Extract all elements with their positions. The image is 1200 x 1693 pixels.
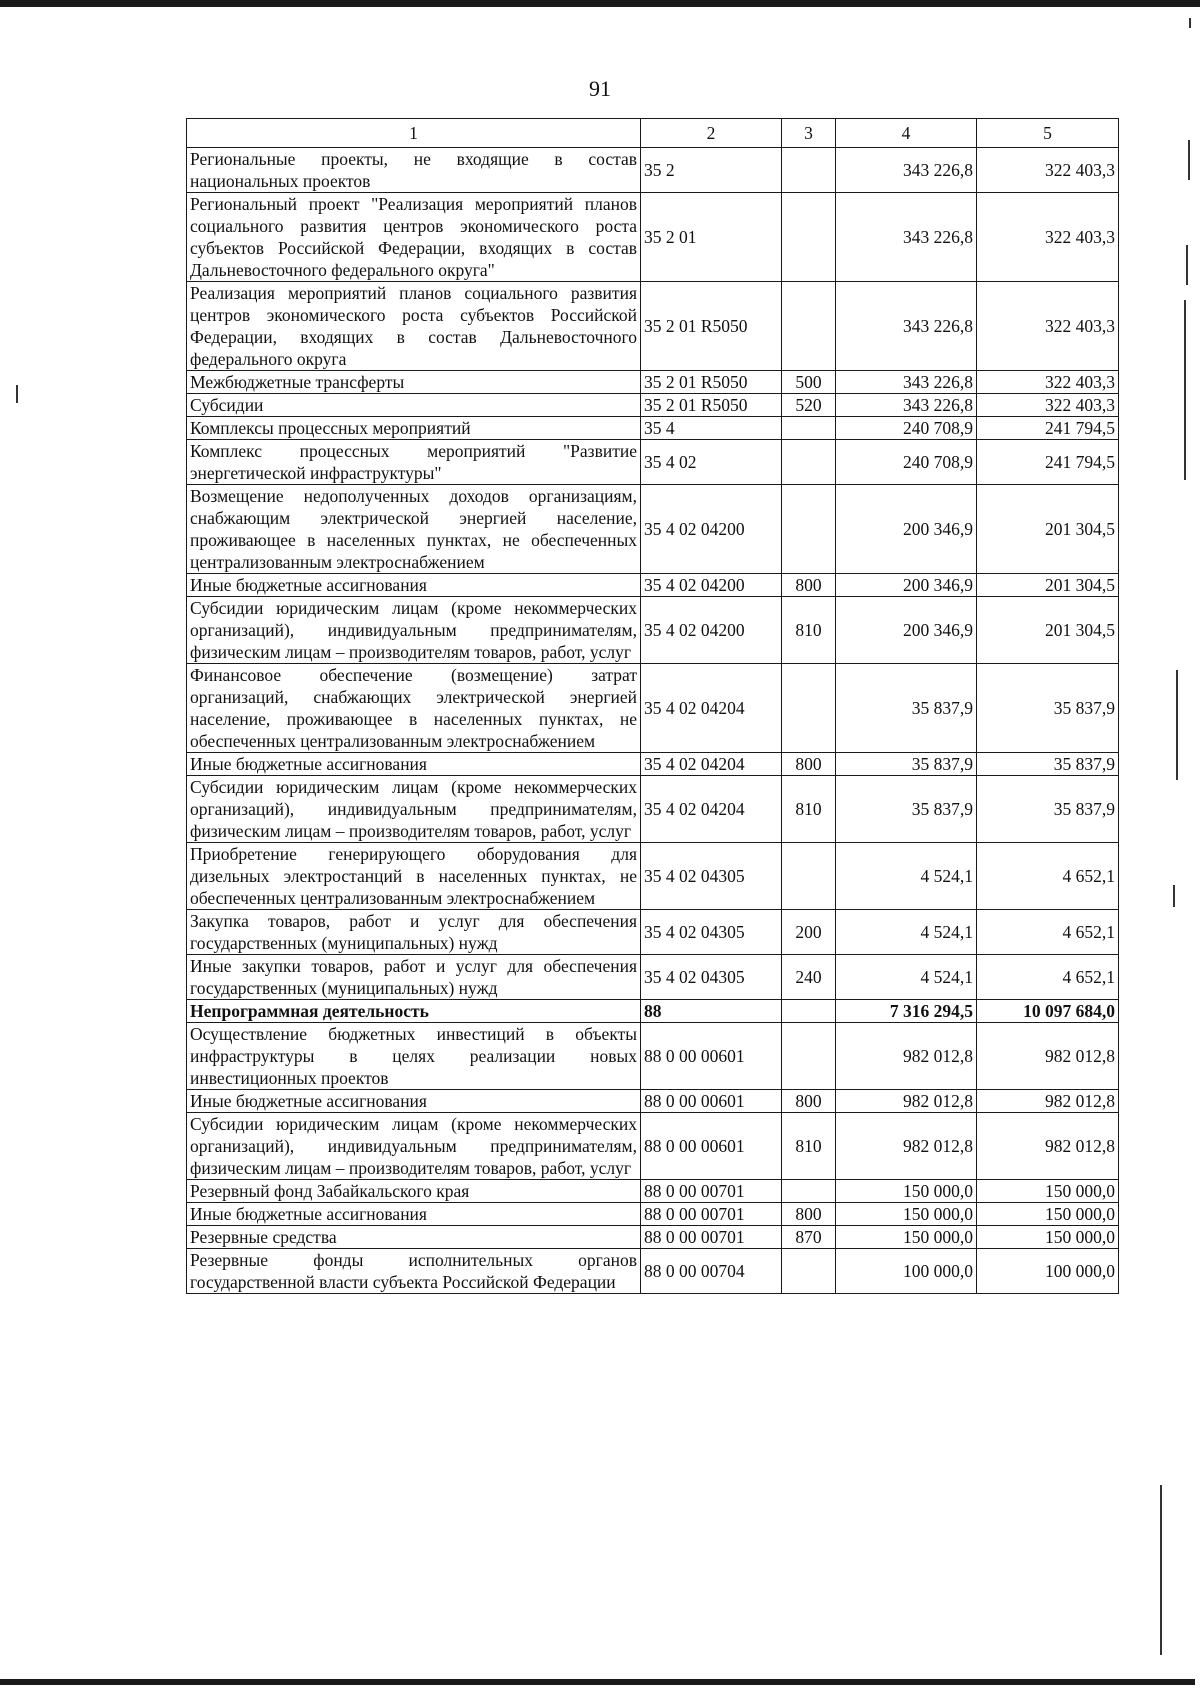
row-value-5-cell: 100 000,0	[977, 1249, 1119, 1294]
row-name-cell: Осуществление бюджетных инвестиций в объекты инфраструктуры в целях реализации новых инвестиционных проектов	[187, 1023, 641, 1090]
table-row	[187, 753, 1119, 776]
row-value-5-cell: 322 403,3	[977, 193, 1119, 282]
row-code-cell: 35 4 02 04305	[641, 843, 782, 910]
row-type-cell: 810	[782, 1113, 836, 1180]
row-type-cell	[782, 843, 836, 910]
row-type-cell	[782, 282, 836, 371]
table-row	[187, 776, 1119, 843]
table-row	[187, 1203, 1119, 1226]
table-row	[187, 574, 1119, 597]
row-type-cell: 800	[782, 753, 836, 776]
row-code-cell: 88 0 00 00701	[641, 1226, 782, 1249]
row-type-cell: 870	[782, 1226, 836, 1249]
row-value-5-cell: 982 012,8	[977, 1113, 1119, 1180]
row-value-4-cell: 343 226,8	[836, 371, 977, 394]
column-header-1: 1	[187, 119, 641, 148]
row-name-cell: Финансовое обеспечение (возмещение) затрат организаций, снабжающих электрической энергией население, проживающее в населенных пунктах, не обеспеченных централизованным электроснабжением	[187, 664, 641, 753]
column-header-2: 2	[641, 119, 782, 148]
row-value-5-cell: 241 794,5	[977, 440, 1119, 485]
row-code-cell: 88 0 00 00701	[641, 1203, 782, 1226]
row-type-cell	[782, 664, 836, 753]
row-value-4-cell: 4 524,1	[836, 843, 977, 910]
row-value-4-cell: 240 708,9	[836, 417, 977, 440]
table-row	[187, 394, 1119, 417]
row-code-cell: 35 2 01 R5050	[641, 394, 782, 417]
row-value-5-cell: 150 000,0	[977, 1203, 1119, 1226]
row-value-5-cell: 4 652,1	[977, 910, 1119, 955]
row-value-5-cell: 201 304,5	[977, 485, 1119, 574]
table-body	[187, 148, 1119, 1294]
row-value-5-cell: 10 097 684,0	[977, 1000, 1119, 1023]
row-value-4-cell: 982 012,8	[836, 1090, 977, 1113]
row-code-cell: 35 4 02 04305	[641, 910, 782, 955]
scan-artifact	[16, 385, 18, 403]
row-code-cell: 35 2 01	[641, 193, 782, 282]
row-value-5-cell: 322 403,3	[977, 282, 1119, 371]
row-type-cell: 800	[782, 1090, 836, 1113]
row-value-4-cell: 343 226,8	[836, 282, 977, 371]
scan-artifact	[1186, 245, 1188, 285]
budget-table	[186, 118, 1119, 1294]
row-value-4-cell: 150 000,0	[836, 1203, 977, 1226]
scan-artifact	[1160, 1485, 1162, 1655]
scan-bottom-border	[0, 1679, 1195, 1685]
row-value-4-cell: 982 012,8	[836, 1023, 977, 1090]
table-row	[187, 597, 1119, 664]
row-name-cell: Иные бюджетные ассигнования	[187, 574, 641, 597]
row-value-5-cell: 322 403,3	[977, 148, 1119, 193]
table-row	[187, 1180, 1119, 1203]
row-code-cell: 35 4	[641, 417, 782, 440]
row-type-cell: 800	[782, 1203, 836, 1226]
row-value-5-cell: 4 652,1	[977, 955, 1119, 1000]
scan-artifact	[1184, 300, 1186, 480]
scan-top-border	[0, 0, 1200, 7]
row-name-cell: Непрограммная деятельность	[187, 1000, 641, 1023]
row-value-4-cell: 35 837,9	[836, 753, 977, 776]
row-code-cell: 35 4 02 04200	[641, 597, 782, 664]
row-value-4-cell: 100 000,0	[836, 1249, 977, 1294]
row-name-cell: Комплекс процессных мероприятий "Развитие энергетической инфраструктуры"	[187, 440, 641, 485]
row-code-cell: 88 0 00 00601	[641, 1023, 782, 1090]
row-value-4-cell: 343 226,8	[836, 148, 977, 193]
table-row	[187, 282, 1119, 371]
row-value-4-cell: 200 346,9	[836, 485, 977, 574]
row-type-cell	[782, 1249, 836, 1294]
row-type-cell	[782, 193, 836, 282]
row-name-cell: Субсидии юридическим лицам (кроме некоммерческих организаций), индивидуальным предпринимателям, физическим лицам – производителям товаров, работ, услуг	[187, 1113, 641, 1180]
row-value-4-cell: 982 012,8	[836, 1113, 977, 1180]
row-code-cell: 35 2 01 R5050	[641, 371, 782, 394]
row-code-cell: 88	[641, 1000, 782, 1023]
row-code-cell: 35 4 02 04204	[641, 753, 782, 776]
row-name-cell: Межбюджетные трансферты	[187, 371, 641, 394]
table-row	[187, 1000, 1119, 1023]
scan-artifact	[1189, 18, 1191, 28]
row-value-4-cell: 200 346,9	[836, 574, 977, 597]
row-name-cell: Реализация мероприятий планов социального развития центров экономического роста субъектов Российской Федерации, входящих в состав Дальневосточного федерального округа	[187, 282, 641, 371]
column-header-4: 4	[836, 119, 977, 148]
row-value-5-cell: 150 000,0	[977, 1226, 1119, 1249]
row-name-cell: Иные бюджетные ассигнования	[187, 1203, 641, 1226]
table-row	[187, 1113, 1119, 1180]
row-code-cell: 35 4 02	[641, 440, 782, 485]
row-value-4-cell: 343 226,8	[836, 193, 977, 282]
column-header-5: 5	[977, 119, 1119, 148]
row-value-5-cell: 4 652,1	[977, 843, 1119, 910]
row-name-cell: Субсидии юридическим лицам (кроме некоммерческих организаций), индивидуальным предпринимателям, физическим лицам – производителям товаров, работ, услуг	[187, 597, 641, 664]
row-type-cell	[782, 440, 836, 485]
row-value-4-cell: 7 316 294,5	[836, 1000, 977, 1023]
row-value-5-cell: 150 000,0	[977, 1180, 1119, 1203]
row-code-cell: 35 4 02 04305	[641, 955, 782, 1000]
row-type-cell: 200	[782, 910, 836, 955]
row-type-cell	[782, 148, 836, 193]
row-type-cell: 240	[782, 955, 836, 1000]
row-name-cell: Резервный фонд Забайкальского края	[187, 1180, 641, 1203]
row-name-cell: Субсидии	[187, 394, 641, 417]
row-code-cell: 35 2	[641, 148, 782, 193]
row-name-cell: Резервные фонды исполнительных органов государственной власти субъекта Российской Федерации	[187, 1249, 641, 1294]
row-value-5-cell: 982 012,8	[977, 1023, 1119, 1090]
row-value-4-cell: 200 346,9	[836, 597, 977, 664]
row-code-cell: 35 4 02 04200	[641, 485, 782, 574]
row-type-cell	[782, 1000, 836, 1023]
table-row	[187, 1226, 1119, 1249]
row-type-cell: 800	[782, 574, 836, 597]
row-value-5-cell: 35 837,9	[977, 776, 1119, 843]
row-value-5-cell: 201 304,5	[977, 574, 1119, 597]
table-row	[187, 440, 1119, 485]
table-row	[187, 955, 1119, 1000]
row-value-4-cell: 4 524,1	[836, 910, 977, 955]
row-name-cell: Комплексы процессных мероприятий	[187, 417, 641, 440]
row-code-cell: 35 4 02 04204	[641, 776, 782, 843]
row-value-4-cell: 4 524,1	[836, 955, 977, 1000]
row-type-cell: 500	[782, 371, 836, 394]
table-row	[187, 193, 1119, 282]
row-name-cell: Приобретение генерирующего оборудования для дизельных электростанций в населенных пунктах, не обеспеченных централизованным электроснабжением	[187, 843, 641, 910]
row-name-cell: Иные закупки товаров, работ и услуг для обеспечения государственных (муниципальных) нужд	[187, 955, 641, 1000]
row-code-cell: 88 0 00 00701	[641, 1180, 782, 1203]
table-row	[187, 148, 1119, 193]
row-code-cell: 88 0 00 00601	[641, 1113, 782, 1180]
row-code-cell: 88 0 00 00704	[641, 1249, 782, 1294]
row-value-4-cell: 150 000,0	[836, 1226, 977, 1249]
row-type-cell	[782, 1023, 836, 1090]
row-name-cell: Региональные проекты, не входящие в состав национальных проектов	[187, 148, 641, 193]
scan-artifact	[1173, 885, 1175, 907]
table-row	[187, 843, 1119, 910]
row-value-5-cell: 322 403,3	[977, 394, 1119, 417]
row-name-cell: Иные бюджетные ассигнования	[187, 753, 641, 776]
row-code-cell: 35 4 02 04204	[641, 664, 782, 753]
row-type-cell	[782, 485, 836, 574]
row-value-4-cell: 240 708,9	[836, 440, 977, 485]
row-code-cell: 35 4 02 04200	[641, 574, 782, 597]
row-type-cell	[782, 417, 836, 440]
row-name-cell: Субсидии юридическим лицам (кроме некоммерческих организаций), индивидуальным предпринимателям, физическим лицам – производителям товаров, работ, услуг	[187, 776, 641, 843]
row-code-cell: 88 0 00 00601	[641, 1090, 782, 1113]
table-row	[187, 371, 1119, 394]
row-value-5-cell: 982 012,8	[977, 1090, 1119, 1113]
page-number: 91	[589, 76, 611, 101]
row-value-5-cell: 322 403,3	[977, 371, 1119, 394]
row-name-cell: Иные бюджетные ассигнования	[187, 1090, 641, 1113]
row-value-4-cell: 35 837,9	[836, 776, 977, 843]
row-value-4-cell: 150 000,0	[836, 1180, 977, 1203]
row-value-4-cell: 343 226,8	[836, 394, 977, 417]
row-value-4-cell: 35 837,9	[836, 664, 977, 753]
table-row	[187, 910, 1119, 955]
row-name-cell: Закупка товаров, работ и услуг для обеспечения государственных (муниципальных) нужд	[187, 910, 641, 955]
row-value-5-cell: 35 837,9	[977, 753, 1119, 776]
row-value-5-cell: 241 794,5	[977, 417, 1119, 440]
table-row	[187, 664, 1119, 753]
row-name-cell: Региональный проект "Реализация мероприятий планов социального развития центров экономического роста субъектов Российской Федерации, входящих в состав Дальневосточного федерального округа"	[187, 193, 641, 282]
row-type-cell: 810	[782, 597, 836, 664]
row-value-5-cell: 35 837,9	[977, 664, 1119, 753]
row-type-cell: 520	[782, 394, 836, 417]
table-row	[187, 417, 1119, 440]
table-row	[187, 485, 1119, 574]
row-type-cell: 810	[782, 776, 836, 843]
column-header-3: 3	[782, 119, 836, 148]
scan-artifact	[1188, 140, 1190, 180]
row-name-cell: Резервные средства	[187, 1226, 641, 1249]
scan-artifact	[1176, 670, 1178, 780]
row-value-5-cell: 201 304,5	[977, 597, 1119, 664]
table-row	[187, 1249, 1119, 1294]
row-code-cell: 35 2 01 R5050	[641, 282, 782, 371]
row-name-cell: Возмещение недополученных доходов организациям, снабжающим электрической энергией население, проживающее в населенных пунктах, не обеспеченных централизованным электроснабжением	[187, 485, 641, 574]
table-row	[187, 1090, 1119, 1113]
table-row	[187, 1023, 1119, 1090]
row-type-cell	[782, 1180, 836, 1203]
header-row	[187, 119, 1119, 148]
